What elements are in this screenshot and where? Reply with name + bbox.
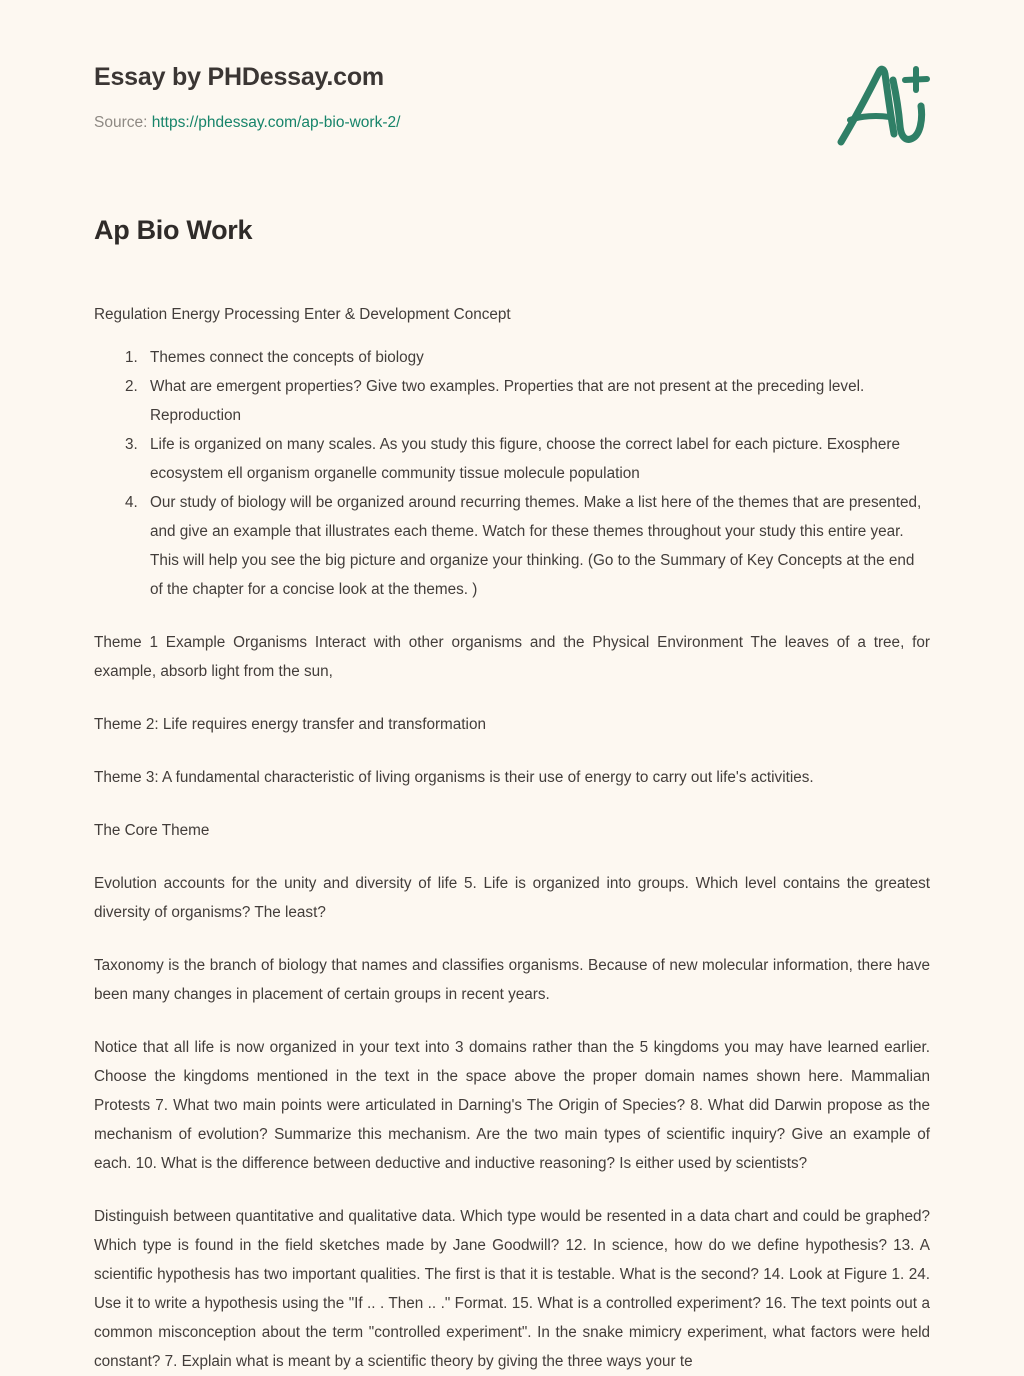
page-title: Ap Bio Work: [94, 215, 253, 245]
list-item: 4. Our study of biology will be organized around recurring themes. Make a list here of the themes that are presented, and give an example that illustrates each theme. Watch for these themes throughout your study this entire year. This will help you see the big picture and organize your thinking. (Go to the Summary of Key Concepts at the end of the chapter for a concise look at the themes. ): [142, 488, 930, 604]
source-link[interactable]: https://phdessay.com/ap-bio-work-2/: [151, 114, 401, 131]
article-body: [94, 300, 930, 1376]
paragraph-taxonomy: Taxonomy is the branch of biology that names and classifies organisms. Because of new molecular information, there have been many changes in placement of certain groups in recent years.: [94, 956, 930, 1003]
lead-paragraph: Regulation Energy Processing Enter & Development Concept: [94, 305, 511, 323]
a-plus-logo[interactable]: [828, 58, 938, 154]
paragraph-theme-3: Theme 3: A fundamental characteristic of living organisms is their use of energy to carry out life's activities.: [94, 768, 814, 786]
paragraph-domains: Notice that all life is now organized in your text into 3 domains rather than the 5 kingdoms you may have learned earlier. Choose the kingdoms mentioned in the text in the space above the proper domain names shown here. Mammalian Protests 7. What two main points were articulated in Darning's The Origin of Species? 8. What did Darwin propose as the mechanism of evolution? Summarize this mechanism. Are the two main types of scientific inquiry? Give an example of each. 10. What is the difference between deductive and inductive reasoning? Is either used by scientists?: [94, 1038, 930, 1172]
paragraph-data-types: Distinguish between quantitative and qualitative data. Which type would be resented in a data chart and could be graphed? Which type is found in the field sketches made by Jane Goodwill? 12. In science, how do we define hypothesis? 13. A scientific hypothesis has two important qualities. The first is that it is testable. What is the second? 14. Look at Figure 1. 24. Use it to write a hypothesis using the "If .. . Then .. ." Format. 15. What is a controlled experiment? 16. The text points out a common misconception about the term "controlled experiment". In the snake mimicry experiment, what factors were held constant? 7. Explain what is meant by a scientific theory by giving the three ways your te: [94, 1207, 930, 1370]
brand-title: Essay by PHDessay.com: [94, 63, 384, 91]
source-line: [94, 113, 930, 133]
paragraph-theme-1: Theme 1 Example Organisms Interact with other organisms and the Physical Environment The leaves of a tree, for example, absorb light from the sun,: [94, 633, 930, 680]
site-header: [0, 0, 1024, 131]
list-item: 3. Life is organized on many scales. As you study this figure, choose the correct label for each picture. Exosphere ecosystem ell organism organelle community tissue molecule population: [142, 430, 930, 488]
question-list: [94, 343, 930, 604]
source-label: Source:: [94, 114, 148, 131]
list-item: 2. What are emergent properties? Give two examples. Properties that are not present at the preceding level. Reproduction: [142, 372, 930, 430]
list-item: 1. Themes connect the concepts of biology: [142, 343, 930, 372]
article: [0, 214, 1024, 1376]
paragraph-core-theme-heading: The Core Theme: [94, 821, 210, 839]
paragraph-theme-2: Theme 2: Life requires energy transfer and transformation: [94, 715, 486, 733]
paragraph-evolution: Evolution accounts for the unity and diversity of life 5. Life is organized into groups. Which level contains the greatest diversity of organisms? The least?: [94, 874, 930, 921]
